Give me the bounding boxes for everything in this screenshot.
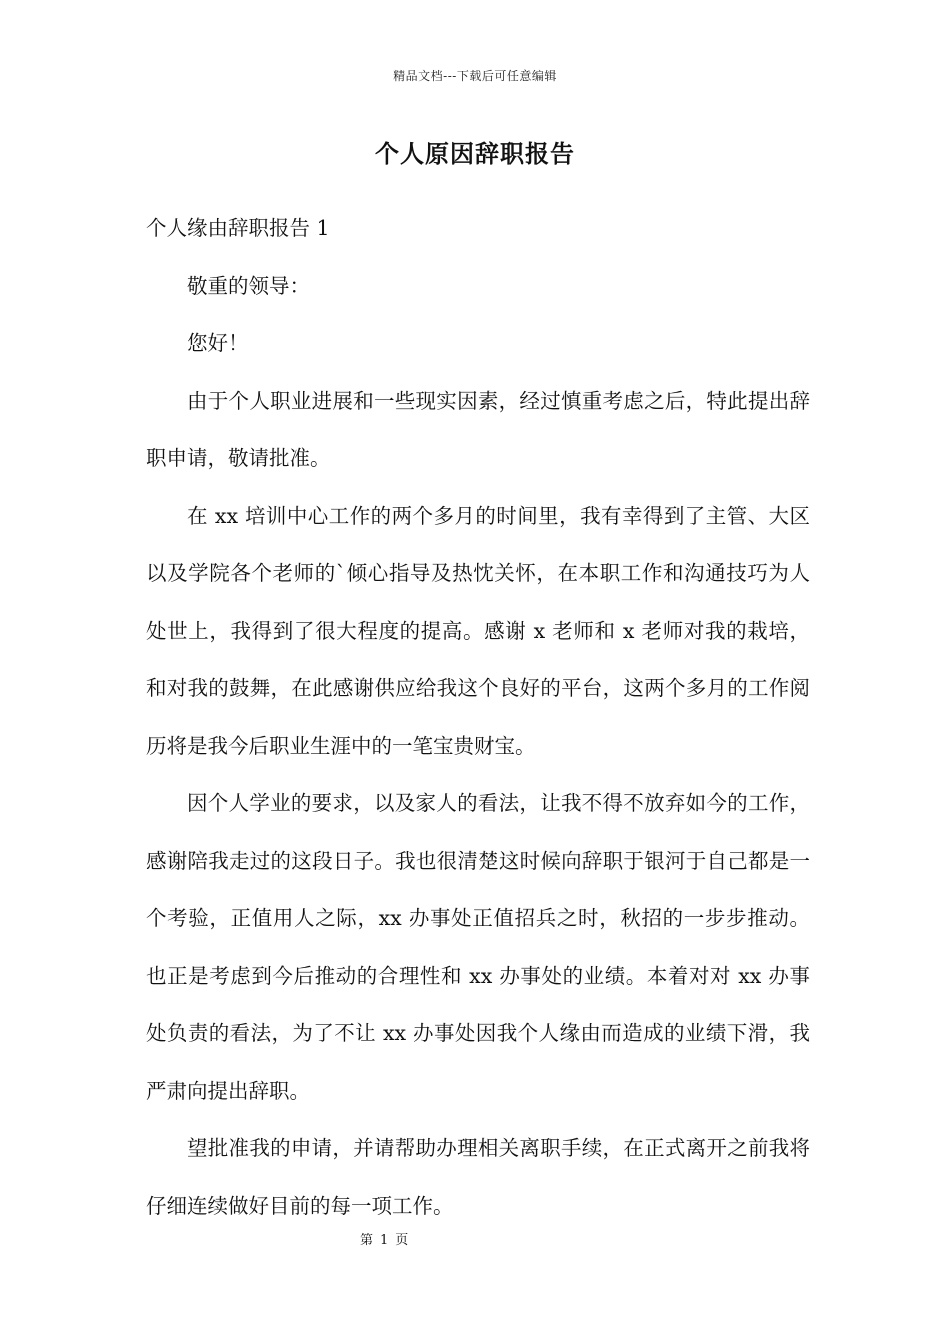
- document-body: [146, 200, 810, 1235]
- page-suffix: 页: [395, 1233, 410, 1248]
- paragraph-2: 在 xx 培训中心工作的两个多月的时间里，我有幸得到了主管、大区以及学院各个老师的`倾心指导及热忱关怀，在本职工作和沟通技巧为人处世上，我得到了很大程度的提高。感谢 x 老师和 x 老师对我的栽培，和对我的鼓舞，在此感谢供应给我这个良好的平台，这两个多月的工作阅历将是我今后职业生涯中的一笔宝贵财宝。: [146, 503, 810, 758]
- salutation: 敬重的领导：: [187, 273, 310, 298]
- page-number-footer: [357, 1229, 412, 1248]
- paragraph-4: 望批准我的申请，并请帮助办理相关离职手续，在正式离开之前我将仔细连续做好目前的每一项工作。: [146, 1136, 810, 1218]
- header-note: 精品文档---下载后可任意编辑: [393, 69, 557, 83]
- page-number: 1: [380, 1233, 390, 1248]
- section-heading: 个人缘由辞职报告 1: [146, 216, 330, 240]
- page-prefix: 第: [360, 1233, 375, 1248]
- document-title: 个人原因辞职报告: [375, 139, 575, 168]
- paragraph-1: 由于个人职业进展和一些现实因素，经过慎重考虑之后，特此提出辞职申请，敬请批准。: [146, 388, 810, 470]
- paragraph-3: 因个人学业的要求，以及家人的看法，让我不得不放弃如今的工作，感谢陪我走过的这段日子。我也很清楚这时候向辞职于银河于自己都是一个考验，正值用人之际，xx 办事处正值招兵之时，秋招的一步步推动。也正是考虑到今后推动的合理性和 xx 办事处的业绩。本着对对 xx 办事处负责的看法，为了不让 xx 办事处因我个人缘由而造成的业绩下滑，我严肃向提出辞职。: [146, 791, 810, 1103]
- greeting: 您好！: [187, 331, 249, 355]
